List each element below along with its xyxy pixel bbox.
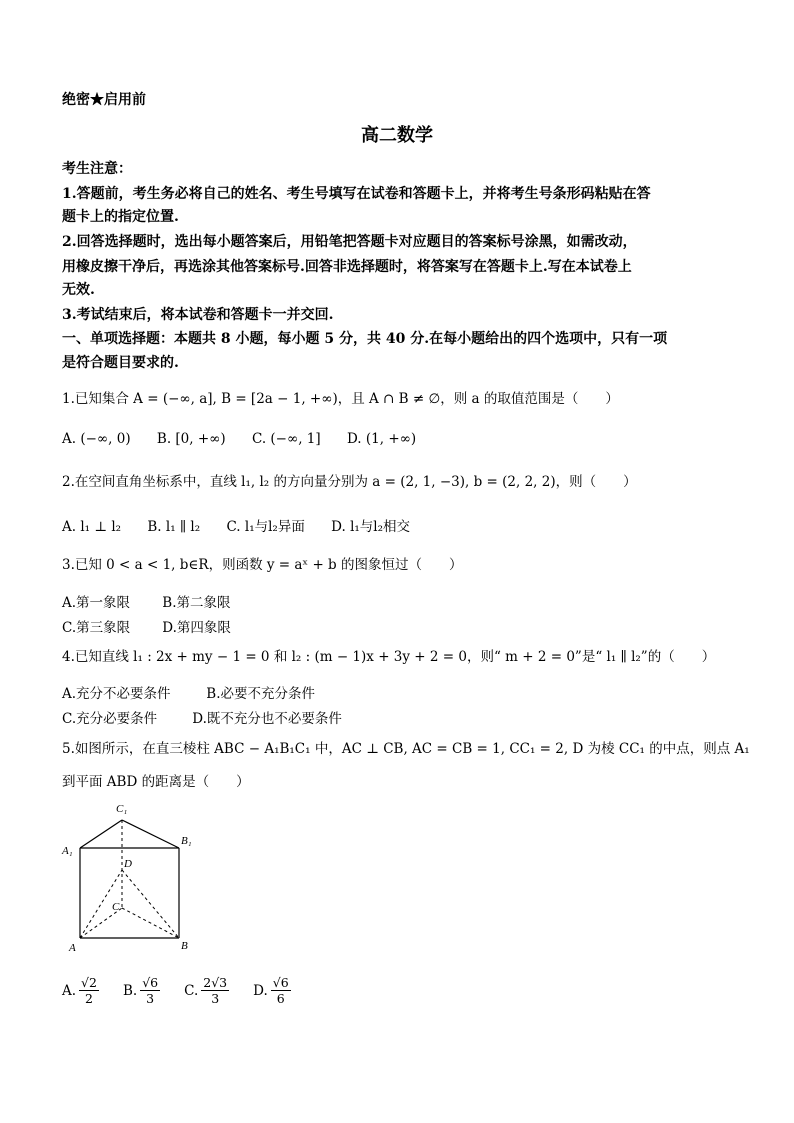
question-3-options-row2 [62, 616, 253, 636]
question-2-stem: 2.在空间直角坐标系中，直线 l₁, l₂ 的方向量分别为 a = (2, 1, −3), b = (2, 2, 2)，则（ ） [62, 474, 637, 490]
option-d[interactable]: D. $\frac{√6}{6}$ [253, 975, 289, 1006]
notice-heading: 考生注意： [62, 161, 132, 177]
question-4-options-row1 [62, 682, 337, 702]
question-5-stem-cont: 到平面 ABD 的距离是（ ） [62, 774, 250, 790]
question-4-stem: 4.已知直线 l₁ : 2x + my − 1 = 0 和 l₂ : (m − 1)x + 3y + 2 = 0，则“ m + 2 = 0”是“ l₁ ∥ l₂”的（ ） [62, 649, 716, 665]
label-a1: A₁ [62, 845, 73, 857]
option-a[interactable]: A.第一象限 [62, 595, 131, 611]
edge-a1c1 [80, 820, 122, 848]
notice-line: 无效. [62, 282, 95, 298]
option-d[interactable]: D.既不充分也不必要条件 [192, 711, 342, 727]
label-b: B [181, 940, 188, 952]
label-b1: B₁ [181, 835, 192, 847]
option-b[interactable]: B. [0, +∞) [156, 431, 226, 447]
question-3-stem: 3.已知 0 < a < 1, b∈R，则函数 y = aˣ + b 的图象恒过（ ） [62, 557, 463, 573]
section-heading: 一、单项选择题：本题共 8 小题，每小题 5 分，共 40 分.在每小题给出的四个选项中，只有一项 [62, 331, 668, 347]
segment-db [122, 870, 179, 938]
notice-line: 3.考试结束后，将本试卷和答题卡一并交回. [62, 307, 334, 323]
option-b[interactable]: B. $\frac{√6}{3}$ [122, 975, 159, 1006]
option-a[interactable]: A.充分不必要条件 [62, 686, 171, 702]
option-c[interactable]: C.第三象限 [62, 620, 131, 636]
option-a[interactable]: A. $\frac{√2}{2}$ [62, 975, 97, 1006]
option-b[interactable]: B. l₁ ∥ l₂ [147, 519, 201, 535]
option-a[interactable]: A. l₁ ⊥ l₂ [62, 519, 122, 535]
secret-label: 绝密★启用前 [62, 92, 146, 108]
question-5-options [62, 975, 315, 1006]
option-c[interactable]: C.充分必要条件 [62, 711, 158, 727]
option-d[interactable]: D. l₁与l₂相交 [331, 519, 411, 535]
notice-line: 2.回答选择题时，选出每小题答案后，用铅笔把答题卡对应题目的答案标号涂黑，如需改动， [62, 234, 637, 250]
label-c1: C₁ [116, 803, 128, 815]
option-c[interactable]: C. $\frac{2√3}{3}$ [184, 975, 228, 1006]
option-d[interactable]: D.第四象限 [162, 620, 231, 636]
prism-figure [55, 790, 215, 960]
option-b[interactable]: B.必要不充分条件 [206, 686, 316, 702]
option-c[interactable]: C. l₁与l₂异面 [226, 519, 305, 535]
question-1-stem: 1.已知集合 A = (−∞, a], B = [2a − 1, +∞)，且 A ∩ B ≠ ∅，则 a 的取值范围是（ ） [62, 391, 619, 407]
notice-line: 题卡上的指定位置. [62, 209, 179, 225]
edge-cb [122, 908, 179, 938]
question-1-options [62, 431, 438, 447]
option-b[interactable]: B.第二象限 [162, 595, 231, 611]
question-2-options [62, 515, 432, 535]
question-5-stem: 5.如图所示，在直三棱柱 ABC − A₁B₁C₁ 中，AC ⊥ CB, AC = CB = 1, CC₁ = 2, D 为棱 CC₁ 的中点，则点 A₁ [62, 741, 750, 757]
label-c: C [112, 901, 120, 913]
option-a[interactable]: A. (−∞, 0) [62, 431, 131, 447]
option-d[interactable]: D. (1, +∞) [346, 431, 417, 447]
label-a: A [69, 942, 76, 954]
option-c[interactable]: C. (−∞, 1] [251, 431, 321, 447]
notice-line: 用橡皮擦干净后，再选涂其他答案标号.回答非选择题时，将答案写在答题卡上.写在本试卷上 [62, 259, 632, 275]
question-3-options-row1 [62, 591, 253, 611]
page-title: 高二数学 [361, 125, 433, 146]
notice-line: 1.答题前，考生务必将自己的姓名、考生号填写在试卷和答题卡上，并将考生号条形码粘贴在答 [62, 186, 651, 202]
section-heading-cont: 是符合题目要求的. [62, 355, 179, 371]
question-4-options-row2 [62, 707, 364, 727]
label-d: D [124, 858, 132, 870]
edge-c1b1 [122, 820, 179, 848]
